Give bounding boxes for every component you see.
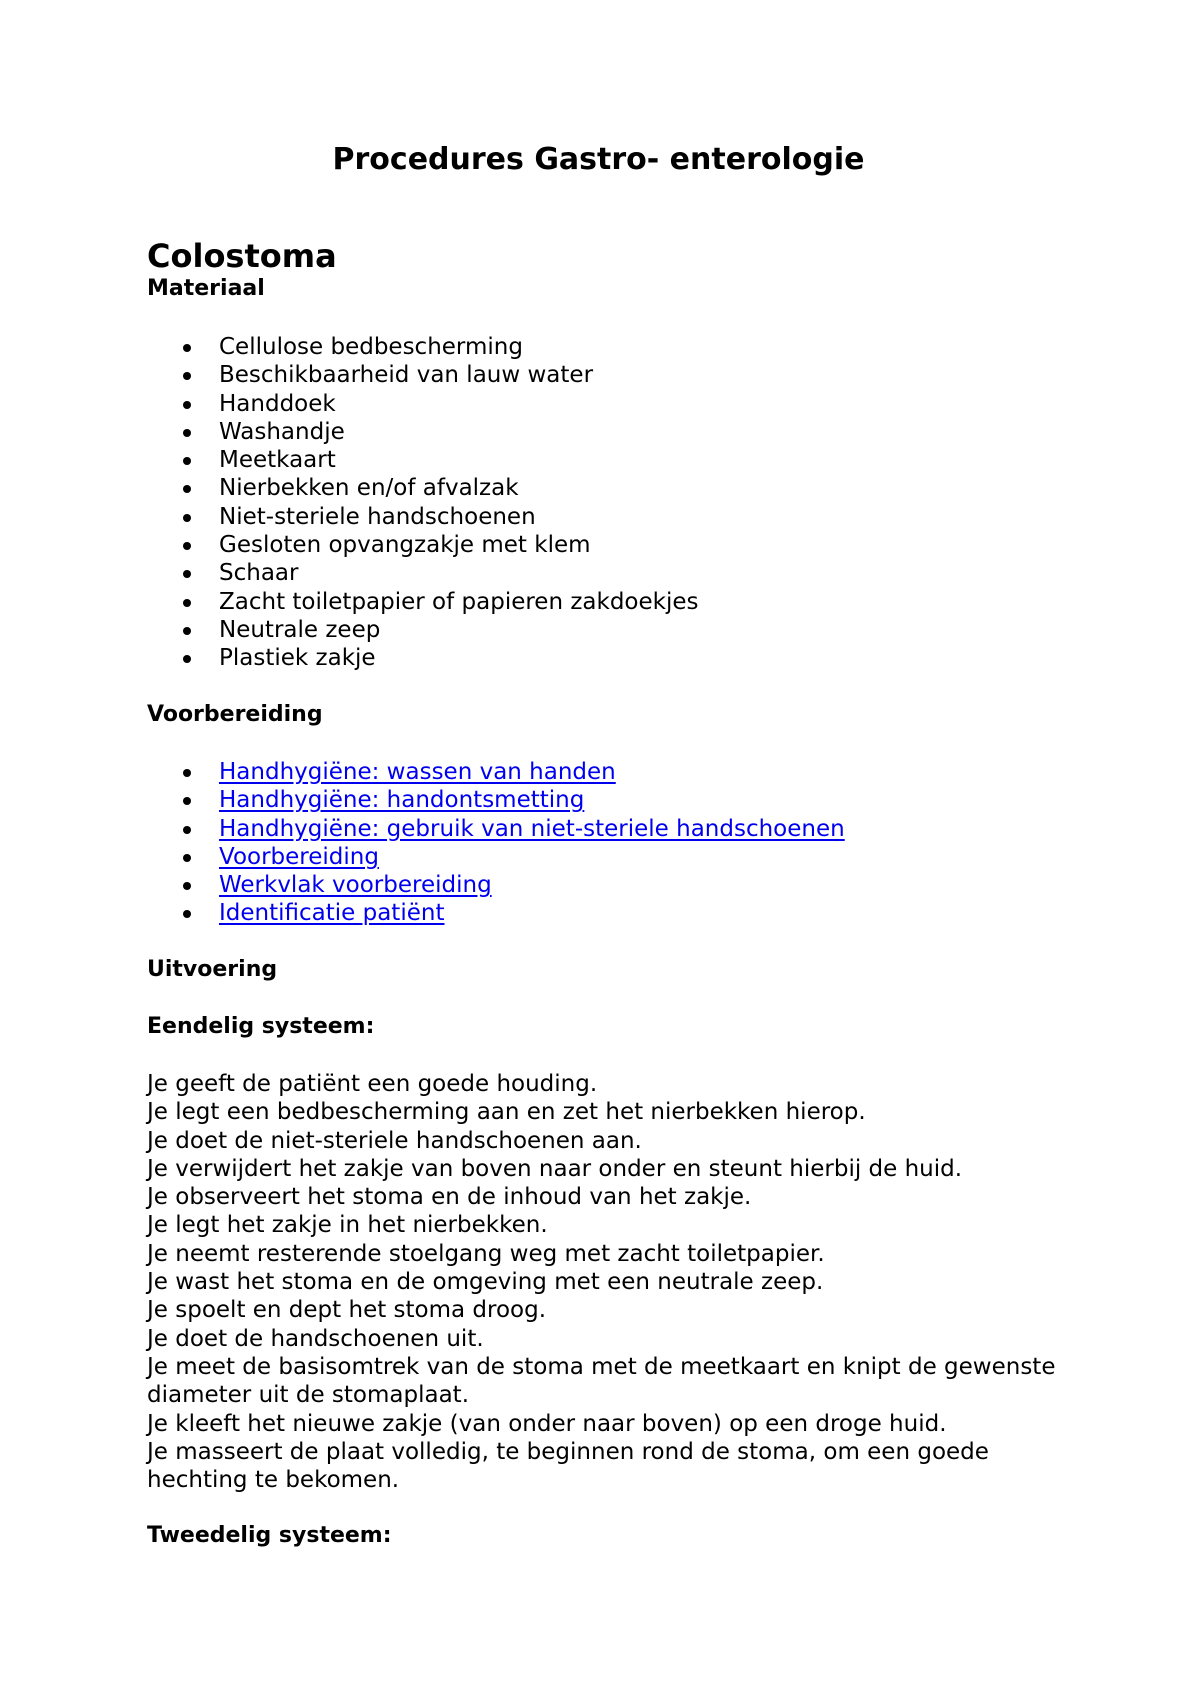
step-line: Je wast het stoma en de omgeving met een neutrale zeep. xyxy=(147,1269,824,1296)
bullet-icon xyxy=(183,372,191,380)
list-item: Handdoek xyxy=(147,390,699,418)
step-line: Je meet de basisomtrek van de stoma met de meetkaart en knipt de gewenste diameter uit de stomaplaat. xyxy=(147,1353,1056,1409)
list-item xyxy=(147,815,845,843)
list-item xyxy=(147,758,845,786)
list-item xyxy=(147,871,845,899)
materiaal-list xyxy=(147,333,699,673)
subheading-materiaal: Materiaal xyxy=(147,276,265,301)
bullet-icon xyxy=(183,882,191,890)
bullet-icon xyxy=(183,514,191,522)
list-item: Schaar xyxy=(147,559,699,587)
subheading-tweedelig-systeem: Tweedelig systeem: xyxy=(147,1523,392,1548)
list-item: Zacht toiletpapier of papieren zakdoekjes xyxy=(147,588,699,616)
bullet-icon xyxy=(183,457,191,465)
list-item: Cellulose bedbescherming xyxy=(147,333,699,361)
link-handhygiene-wassen[interactable]: Handhygiëne: wassen van handen xyxy=(219,759,616,785)
list-item: Nierbekken en/of afvalzak xyxy=(147,474,699,502)
bullet-icon xyxy=(183,599,191,607)
list-item: Neutrale zeep xyxy=(147,616,699,644)
link-voorbereiding[interactable]: Voorbereiding xyxy=(219,843,379,870)
step-line: Je spoelt en dept het stoma droog. xyxy=(147,1297,547,1324)
bullet-icon xyxy=(183,826,191,834)
step-line: Je verwijdert het zakje van boven naar onder en steunt hierbij de huid. xyxy=(147,1155,963,1182)
step-line: Je legt een bedbescherming aan en zet het nierbekken hierop. xyxy=(147,1099,866,1126)
bullet-icon xyxy=(183,542,191,550)
link-handhygiene-handschoenen[interactable]: Handhygiëne: gebruik van niet-steriele handschoenen xyxy=(219,815,845,842)
subheading-uitvoering: Uitvoering xyxy=(147,957,278,982)
step-line: Je observeert het stoma en de inhoud van het zakje. xyxy=(147,1184,752,1211)
bullet-icon xyxy=(183,401,191,409)
list-item: Washandje xyxy=(147,418,699,446)
step-line: Je geeft de patiënt een goede houding. xyxy=(147,1071,598,1097)
link-identificatie-patient[interactable]: Identificatie patiënt xyxy=(219,900,445,927)
bullet-icon xyxy=(183,910,191,918)
list-item: Beschikbaarheid van lauw water xyxy=(147,361,699,389)
step-line: Je neemt resterende stoelgang weg met zacht toiletpapier. xyxy=(147,1240,825,1267)
bullet-icon xyxy=(183,429,191,437)
step-line: Je kleeft het nieuwe zakje (van onder naar boven) op een droge huid. xyxy=(147,1410,947,1437)
step-line: Je legt het zakje in het nierbekken. xyxy=(147,1212,548,1239)
bullet-icon xyxy=(183,344,191,352)
list-item xyxy=(147,786,845,814)
step-line: Je masseert de plaat volledig, te beginnen rond de stoma, om een goede hechting te bekomen. xyxy=(147,1438,989,1494)
list-item: Gesloten opvangzakje met klem xyxy=(147,531,699,559)
list-item: Meetkaart xyxy=(147,446,699,474)
eendelig-steps xyxy=(147,1070,1067,1494)
document-title: Procedures Gastro- enterologie xyxy=(332,142,865,177)
list-item: Plastiek zakje xyxy=(147,644,699,672)
link-handhygiene-handontsmetting[interactable]: Handhygiëne: handontsmetting xyxy=(219,787,585,814)
subheading-voorbereiding: Voorbereiding xyxy=(147,702,323,727)
link-werkvlak-voorbereiding[interactable]: Werkvlak voorbereiding xyxy=(219,872,492,899)
step-line: Je doet de handschoenen uit. xyxy=(147,1325,484,1352)
bullet-icon xyxy=(183,570,191,578)
bullet-icon xyxy=(183,797,191,805)
bullet-icon xyxy=(183,485,191,493)
list-item xyxy=(147,843,845,871)
list-item xyxy=(147,899,845,927)
step-line: Je doet de niet-steriele handschoenen aan. xyxy=(147,1127,642,1154)
subheading-eendelig-systeem: Eendelig systeem: xyxy=(147,1014,375,1039)
bullet-icon xyxy=(183,655,191,663)
bullet-icon xyxy=(183,854,191,862)
section-heading-colostoma: Colostoma xyxy=(147,237,337,275)
voorbereiding-links-list xyxy=(147,758,845,928)
list-item: Niet-steriele handschoenen xyxy=(147,503,699,531)
bullet-icon xyxy=(183,627,191,635)
bullet-icon xyxy=(183,769,191,777)
